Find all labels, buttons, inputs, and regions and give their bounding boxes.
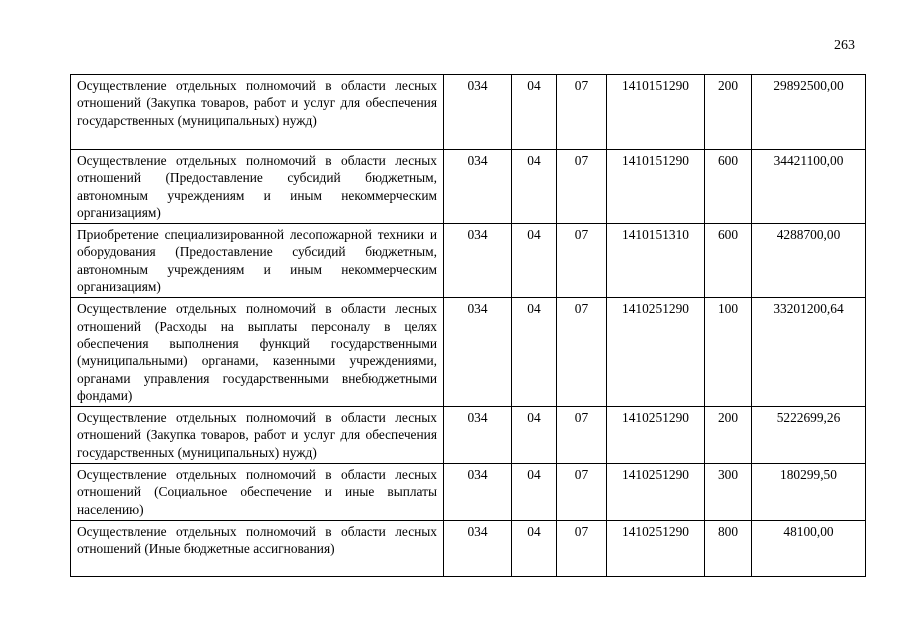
ministry-code: 034 xyxy=(444,75,512,150)
table-row xyxy=(71,298,866,407)
section-code: 04 xyxy=(512,464,557,521)
table-row xyxy=(71,150,866,224)
expense-type-code: 800 xyxy=(705,520,752,576)
section-code: 04 xyxy=(512,75,557,150)
ministry-code: 034 xyxy=(444,224,512,298)
section-code: 04 xyxy=(512,298,557,407)
row-description: Осуществление отдельных полномочий в области лесных отношений (Закупка товаров, работ и услуг для обеспечения государственных (муниципальных) нужд) xyxy=(71,407,444,464)
table-row xyxy=(71,75,866,150)
table-row xyxy=(71,520,866,576)
ministry-code: 034 xyxy=(444,520,512,576)
target-article-code: 1410151290 xyxy=(607,75,705,150)
row-description: Приобретение специализированной лесопожарной техники и оборудования (Предоставление субсидий бюджетным, автономным учреждениям и иным некоммерческим организациям) xyxy=(71,224,444,298)
expense-type-code: 300 xyxy=(705,464,752,521)
section-code: 04 xyxy=(512,150,557,224)
target-article-code: 1410151290 xyxy=(607,150,705,224)
ministry-code: 034 xyxy=(444,298,512,407)
row-description: Осуществление отдельных полномочий в области лесных отношений (Социальное обеспечение и иные выплаты населению) xyxy=(71,464,444,521)
expense-type-code: 200 xyxy=(705,75,752,150)
subsection-code: 07 xyxy=(557,224,607,298)
row-description: Осуществление отдельных полномочий в области лесных отношений (Расходы на выплаты персоналу в целях обеспечения выполнения функций государственными (муниципальными) органами, казенными учреждениями, органами управления государственными внебюджетными фондами) xyxy=(71,298,444,407)
subsection-code: 07 xyxy=(557,520,607,576)
row-description: Осуществление отдельных полномочий в области лесных отношений (Закупка товаров, работ и услуг для обеспечения государственных (муниципальных) нужд) xyxy=(71,75,444,150)
amount: 33201200,64 xyxy=(752,298,866,407)
target-article-code: 1410251290 xyxy=(607,520,705,576)
table-row xyxy=(71,224,866,298)
section-code: 04 xyxy=(512,520,557,576)
ministry-code: 034 xyxy=(444,150,512,224)
subsection-code: 07 xyxy=(557,464,607,521)
ministry-code: 034 xyxy=(444,464,512,521)
budget-table xyxy=(70,74,866,577)
expense-type-code: 600 xyxy=(705,150,752,224)
expense-type-code: 200 xyxy=(705,407,752,464)
subsection-code: 07 xyxy=(557,407,607,464)
expense-type-code: 600 xyxy=(705,224,752,298)
section-code: 04 xyxy=(512,224,557,298)
subsection-code: 07 xyxy=(557,150,607,224)
subsection-code: 07 xyxy=(557,75,607,150)
row-description: Осуществление отдельных полномочий в области лесных отношений (Иные бюджетные ассигнования) xyxy=(71,520,444,576)
target-article-code: 1410251290 xyxy=(607,407,705,464)
amount: 4288700,00 xyxy=(752,224,866,298)
expense-type-code: 100 xyxy=(705,298,752,407)
row-description: Осуществление отдельных полномочий в области лесных отношений (Предоставление субсидий бюджетным, автономным учреждениям и иным некоммерческим организациям) xyxy=(71,150,444,224)
table-row xyxy=(71,464,866,521)
amount: 5222699,26 xyxy=(752,407,866,464)
amount: 29892500,00 xyxy=(752,75,866,150)
section-code: 04 xyxy=(512,407,557,464)
target-article-code: 1410251290 xyxy=(607,464,705,521)
subsection-code: 07 xyxy=(557,298,607,407)
amount: 48100,00 xyxy=(752,520,866,576)
target-article-code: 1410251290 xyxy=(607,298,705,407)
amount: 34421100,00 xyxy=(752,150,866,224)
target-article-code: 1410151310 xyxy=(607,224,705,298)
ministry-code: 034 xyxy=(444,407,512,464)
page-number: 263 xyxy=(834,38,855,53)
amount: 180299,50 xyxy=(752,464,866,521)
table-row xyxy=(71,407,866,464)
